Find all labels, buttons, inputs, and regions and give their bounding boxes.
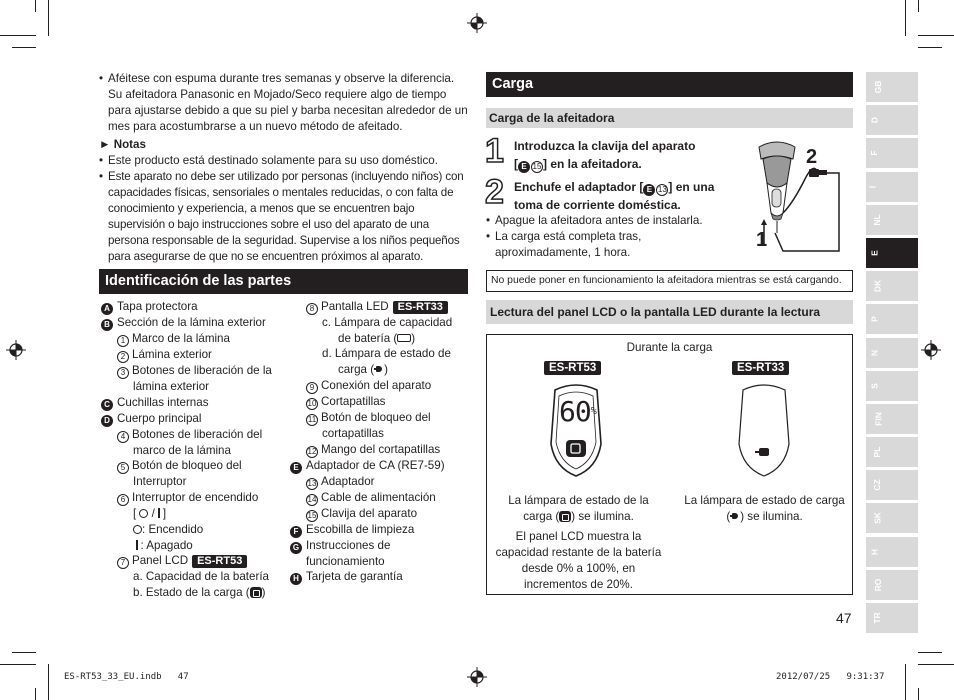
number-badge: 8	[306, 303, 318, 315]
list-item: 8 Pantalla LED ES-RT33	[290, 299, 470, 315]
crop-mark	[12, 652, 36, 653]
list-item: 5 Botón de bloqueo del	[101, 458, 291, 474]
letter-badge: A	[101, 303, 113, 315]
lcd-description: La lámpara de estado de la carga ( ) se ilumina. El panel LCD muestra la capacidad restante de la batería desde 0% a 100%, en incrementos de 20%.	[495, 494, 662, 591]
tab-s[interactable]: S	[866, 371, 918, 401]
tab-nl[interactable]: NL	[866, 205, 918, 235]
list-item: 10 Cortapatillas	[307, 394, 386, 408]
tab-tr[interactable]: TR	[866, 603, 918, 633]
registration-mark-icon	[6, 340, 26, 360]
tab-pl[interactable]: PL	[866, 437, 918, 467]
list-item: 2 Lámina exterior	[101, 347, 291, 363]
crop-mark	[0, 35, 36, 36]
tab-d[interactable]: D	[866, 105, 918, 135]
charge-status-icon	[559, 511, 571, 522]
number-badge: 9	[306, 382, 318, 394]
intro-bullets	[99, 71, 469, 135]
model-badge: ES-RT53	[544, 361, 601, 375]
list-item: • Aféitese con espuma durante tres semanas y observe la diferencia. Su afeitadora Panasonic en Mojado/Seco requiere algo de tiempo para ajustarse debido a que su piel y barba necesitan alrededor de un mes para acostumbrarse a un nuevo método de afeitado.	[99, 71, 469, 135]
list-item: E Adaptador de CA (RE7-59)	[290, 458, 470, 474]
list-item: D Cuerpo principal	[101, 411, 291, 427]
list-item-cont: a. Capacidad de la batería	[133, 570, 270, 584]
list-item-cont: b. Estado de la carga ( )	[133, 585, 266, 599]
number-badge: 3	[117, 367, 129, 379]
list-item-cont: cortapatillas	[322, 426, 384, 440]
list-item-cont: d. Lámpara de estado de	[322, 347, 451, 361]
tab-fin[interactable]: FIN	[866, 404, 918, 434]
number-badge: 15	[532, 162, 542, 171]
number-badge: 7	[117, 557, 129, 569]
list-item: 6 Interruptor de encendido	[101, 490, 291, 506]
letter-badge: D	[101, 415, 113, 427]
list-item: 4 Botones de liberación del	[101, 427, 291, 443]
letter-badge: C	[101, 399, 113, 411]
number-badge: 6	[117, 494, 129, 506]
letter-badge: F	[290, 526, 302, 538]
tab-p[interactable]: P	[866, 304, 918, 334]
led-description: La lámpara de estado de carga ( ) se ilumina.	[684, 494, 845, 523]
charge-status-icon	[250, 587, 262, 598]
crop-mark	[35, 0, 36, 12]
number-badge: 2	[117, 351, 129, 363]
section-title-carga: Carga	[486, 72, 853, 97]
power-off-icon	[136, 540, 138, 550]
list-item: 7 Panel LCD ES-RT53	[101, 553, 291, 569]
number-badge: 13	[307, 478, 317, 488]
tab-gb[interactable]: GB	[866, 72, 918, 102]
list-item: 3 Botones de liberación de la	[101, 363, 291, 379]
list-item-cont: Interruptor	[133, 475, 187, 489]
language-tabs	[866, 72, 918, 636]
tab-cz[interactable]: CZ	[866, 470, 918, 500]
subsection-title-lectura: Lectura del panel LCD o la pantalla LED durante la lectura	[486, 300, 853, 324]
crop-mark	[918, 35, 954, 36]
led-display-illustration	[735, 382, 793, 480]
crop-mark	[918, 47, 942, 48]
crop-mark	[918, 652, 942, 653]
list-item: H Tarjeta de garantía	[290, 569, 470, 585]
intro-section	[99, 71, 469, 265]
list-item: 11 Botón de bloqueo del	[307, 410, 431, 424]
list-item: 14 Cable de alimentación	[307, 490, 436, 504]
lcd-reading: 60%	[559, 395, 596, 428]
parts-list-column-1	[101, 299, 291, 601]
crop-mark	[12, 47, 36, 48]
step-1-text: Introduzca la clavija del aparato [ E 15 ] en la afeitadora.	[514, 139, 696, 171]
list-item: 12 Mango del cortapatillas	[307, 442, 441, 456]
list-item: 1 Marco de la lámina	[101, 331, 291, 347]
list-item: 9 Conexión del aparato	[290, 378, 470, 394]
battery-icon	[397, 334, 411, 342]
tab-h[interactable]: H	[866, 537, 918, 567]
list-item-cont: de batería ( )	[338, 331, 416, 345]
number-badge: 13	[657, 185, 667, 194]
power-off-icon	[158, 508, 160, 518]
figure-label-2: 2	[806, 146, 818, 168]
carga-bullets	[486, 213, 703, 261]
tab-n[interactable]: N	[866, 338, 918, 368]
power-on-icon	[133, 525, 142, 534]
registration-mark-icon	[467, 13, 487, 33]
list-item-cont: funcionamiento	[306, 554, 385, 568]
list-item-cont: : Apagado	[101, 538, 291, 554]
letter-badge: E	[290, 462, 302, 474]
list-item-cont: : Encendido	[101, 522, 291, 538]
crop-mark	[918, 688, 919, 700]
number-badge: 12	[307, 446, 317, 456]
list-item-cont: lámina exterior	[133, 380, 210, 393]
subsection-title-carga: Carga de la afeitadora	[486, 108, 853, 128]
figure-label-1: 1	[756, 229, 768, 251]
number-badge: 1	[117, 335, 129, 347]
list-item: • Este producto está destinado solamente para su uso doméstico.	[99, 153, 469, 169]
tab-sk[interactable]: SK	[866, 503, 918, 533]
parts-list-column-2	[290, 299, 470, 585]
crop-mark	[48, 664, 49, 700]
lcd-caption: Durante la carga	[626, 341, 713, 354]
step-2-text: Enchufe el adaptador [ E 13 ] en una toma de corriente doméstica.	[514, 180, 715, 212]
letter-badge: H	[290, 573, 302, 585]
model-badge: ES-RT33	[393, 301, 448, 314]
crop-mark	[918, 664, 954, 665]
tab-ro[interactable]: RO	[866, 570, 918, 600]
list-item: 13 Adaptador	[307, 474, 375, 488]
list-item: F Escobilla de limpieza	[290, 522, 470, 538]
letter-badge: B	[101, 319, 113, 331]
plug-icon	[730, 512, 740, 520]
crop-mark	[35, 688, 36, 700]
footer-file: ES-RT53_33_EU.indb 47	[64, 672, 189, 682]
tab-i[interactable]: I	[866, 172, 918, 202]
model-badge: ES-RT53	[192, 555, 247, 568]
list-item-cont: c. Lámpara de capacidad	[322, 316, 453, 329]
letter-badge: E	[518, 161, 530, 173]
charging-note: No puede poner en funcionamiento la afeitadora mientras se está cargando.	[486, 270, 853, 292]
letter-badge: E	[643, 184, 655, 196]
tab-f[interactable]: F	[866, 138, 918, 168]
power-on-icon	[139, 509, 148, 518]
power-switch-symbols: [ / ]	[133, 507, 167, 521]
tab-dk[interactable]: DK	[866, 271, 918, 301]
step-number: 1	[485, 132, 504, 170]
lcd-led-panel	[486, 334, 853, 595]
footer-datetime: 2012/07/25 9:31:37	[776, 672, 885, 682]
page-number: 47	[836, 610, 852, 626]
model-badge: ES-RT33	[732, 361, 789, 375]
notes-heading: ► Notas	[99, 138, 146, 151]
number-badge: 5	[117, 462, 129, 474]
step-number: 2	[485, 173, 504, 211]
notes-list	[99, 153, 469, 265]
list-item: • Este aparato no debe ser utilizado por personas (incluyendo niños) con capacidades físicas, sensoriales o mentales reducidas, o con falta de conocimiento y experiencia, a menos que se encuentren bajo supervisión o bajo instrucciones sobre el uso del aparato de una persona responsable de la seguridad. Supervise a los niños pequeños para asegurarse de que no se encuentren próximos al aparato.	[99, 169, 469, 265]
list-item-cont: carga ( )	[338, 363, 388, 377]
list-item: 15 Clavija del aparato	[307, 506, 418, 520]
number-badge: 4	[117, 431, 129, 443]
list-item: C Cuchillas internas	[101, 395, 291, 411]
list-item: B Sección de la lámina exterior	[101, 315, 291, 331]
number-badge: 14	[307, 494, 317, 504]
crop-mark	[905, 664, 906, 700]
number-badge: 15	[307, 510, 317, 520]
list-item: G Instrucciones de	[290, 538, 470, 554]
crop-mark	[48, 0, 49, 36]
tab-e[interactable]: E	[866, 238, 918, 268]
crop-mark	[0, 664, 36, 665]
list-item: • Apague la afeitadora antes de instalarla.	[486, 213, 676, 229]
registration-mark-icon	[921, 340, 941, 360]
list-item: A Tapa protectora	[101, 299, 291, 315]
list-item: • La carga está completa tras, aproximadamente, 1 hora.	[486, 229, 676, 261]
registration-mark-icon	[467, 667, 487, 687]
crop-mark	[905, 0, 906, 36]
number-badge: 10	[307, 398, 317, 408]
crop-mark	[918, 0, 919, 12]
letter-badge: G	[290, 542, 302, 554]
number-badge: 11	[307, 414, 317, 424]
list-item-cont: marco de la lámina	[133, 443, 231, 457]
plug-icon	[374, 365, 384, 373]
section-title-identification: Identificación de las partes	[99, 269, 468, 294]
